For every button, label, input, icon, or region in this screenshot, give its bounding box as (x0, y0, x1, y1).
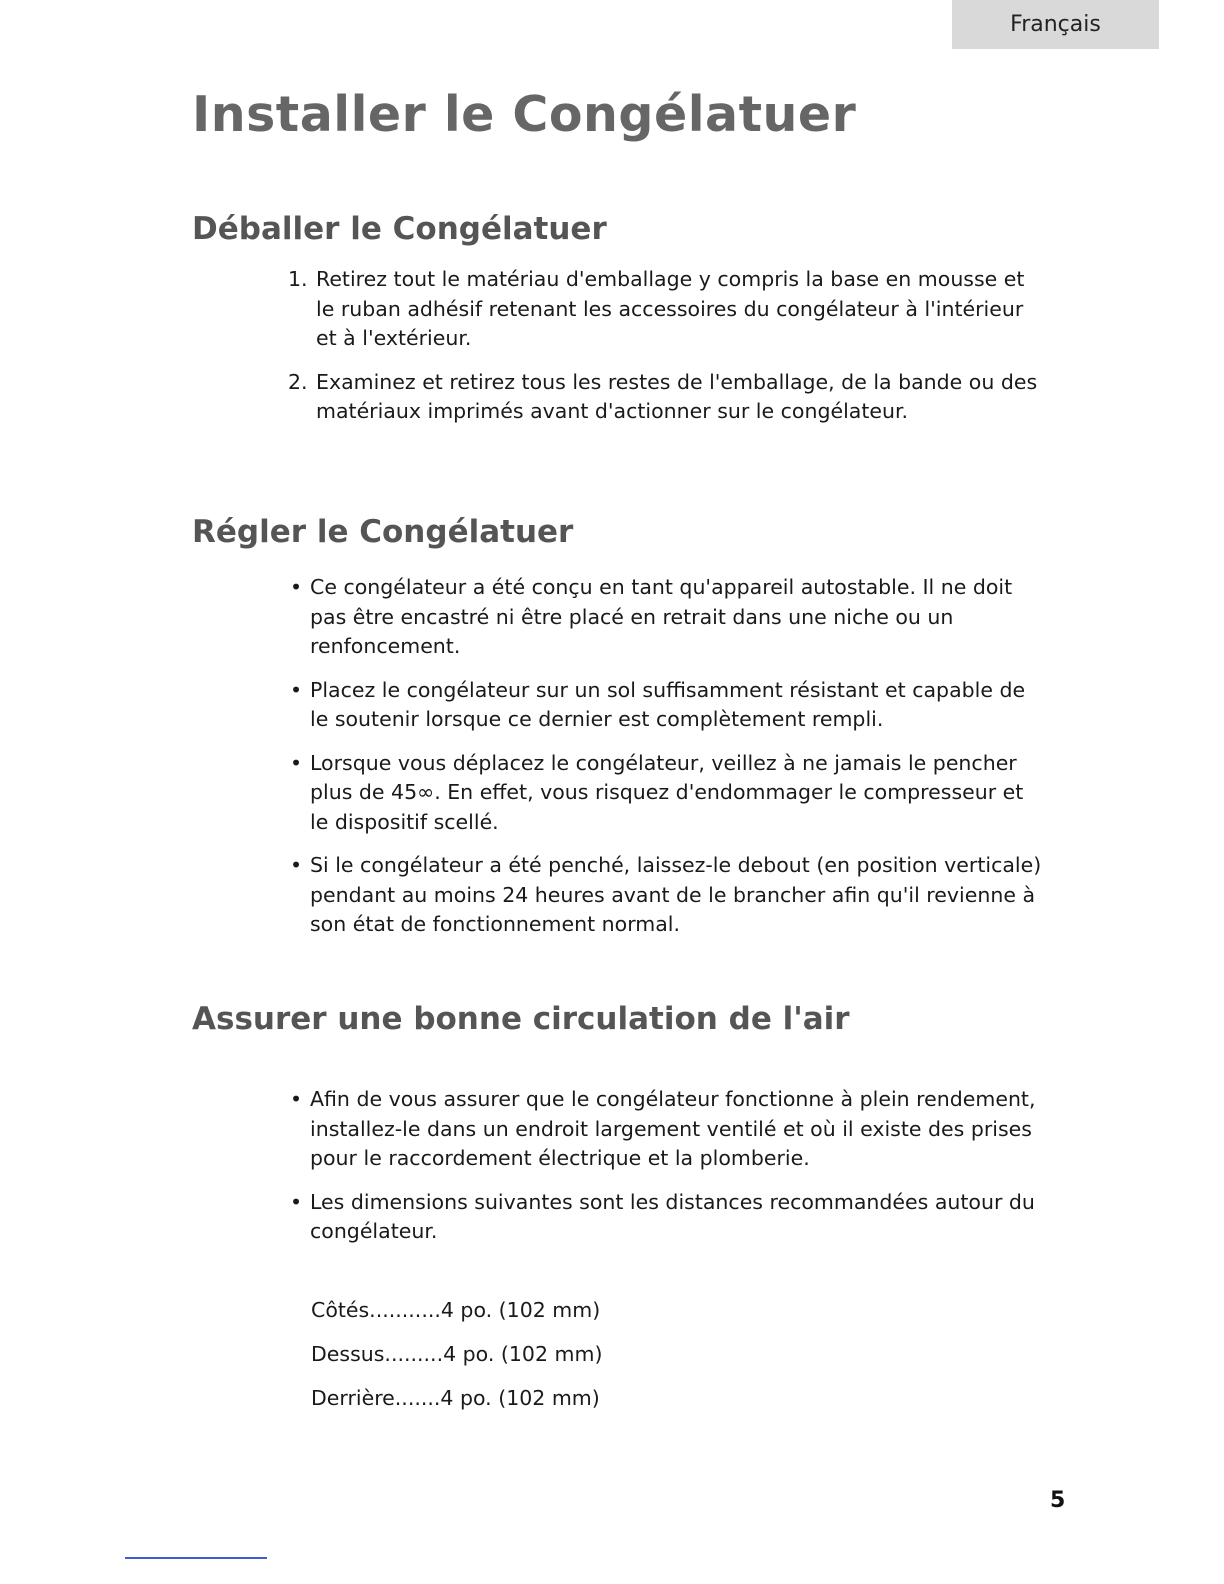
footer-divider (125, 1557, 267, 1559)
bullet-icon: • (290, 1087, 303, 1111)
bullet-icon: • (290, 575, 303, 599)
bullet-icon: • (290, 677, 303, 702)
unpack-steps-list (282, 265, 1042, 441)
list-item (282, 573, 1042, 662)
bullet-icon: • (290, 1189, 303, 1214)
step-number: 2. (288, 369, 308, 394)
bullet-text: Si le congélateur a été penché, laissez-le debout (en position verticale) pendant au moins 24 heures avant de le brancher afin qu'il revienne à son état de fonctionnement normal. (310, 853, 1042, 936)
air-circulation-bullets-list (282, 1085, 1042, 1261)
list-item (282, 265, 1042, 354)
section-title-unpack: Déballer le Congélatuer (192, 211, 607, 247)
list-item (282, 851, 1042, 940)
bullet-text: Ce congélateur a été conçu en tant qu'appareil autostable. Il ne doit pas être encastré ni être placé en retrait dans une niche ou un renfoncement. (310, 575, 1013, 658)
language-tab[interactable]: Français (952, 0, 1159, 49)
list-item (282, 1188, 1042, 1247)
bullet-text: Placez le congélateur sur un sol suffisamment résistant et capable de le soutenir lorsque ce dernier est complètement rempli. (310, 677, 1026, 731)
section-title-setup: Régler le Congélatuer (192, 514, 574, 550)
list-item (282, 1085, 1042, 1174)
bullet-text: Lorsque vous déplacez le congélateur, veillez à ne jamais le pencher plus de 45∞. En effet, vous risquez d'endommager le compresseur et le dispositif scellé. (310, 750, 1024, 834)
step-number: 1. (288, 267, 308, 291)
bullet-text: Afin de vous assurer que le congélateur fonctionne à plein rendement, installez-le dans un endroit largement ventilé et où il existe des prises pour le raccordement électrique et la plomberie. (310, 1087, 1036, 1170)
clearance-top: Dessus.........4 po. (102 mm) (311, 1342, 603, 1366)
page-title: Installer le Congélatuer (192, 86, 857, 143)
step-text: Retirez tout le matériau d'emballage y compris la base en mousse et le ruban adhésif retenant les accessoires du congélateur à l'intérieur et à l'extérieur. (316, 267, 1025, 350)
setup-bullets-list (282, 573, 1042, 954)
list-item (282, 749, 1042, 838)
step-text: Examinez et retirez tous les restes de l'emballage, de la bande ou des matériaux imprimés avant d'actionner sur le congélateur. (316, 369, 1038, 423)
clearance-sides: Côtés...........4 po. (102 mm) (311, 1298, 601, 1322)
bullet-icon: • (290, 853, 303, 877)
section-title-air-circulation: Assurer une bonne circulation de l'air (192, 1001, 850, 1037)
clearance-dimensions (311, 1288, 602, 1420)
bullet-icon: • (290, 750, 303, 775)
list-item (282, 676, 1042, 735)
clearance-back: Derrière.......4 po. (102 mm) (311, 1386, 600, 1410)
list-item (282, 368, 1042, 427)
page-number: 5 (1050, 1488, 1066, 1513)
bullet-text: Les dimensions suivantes sont les distances recommandées autour du congélateur. (310, 1189, 1035, 1243)
